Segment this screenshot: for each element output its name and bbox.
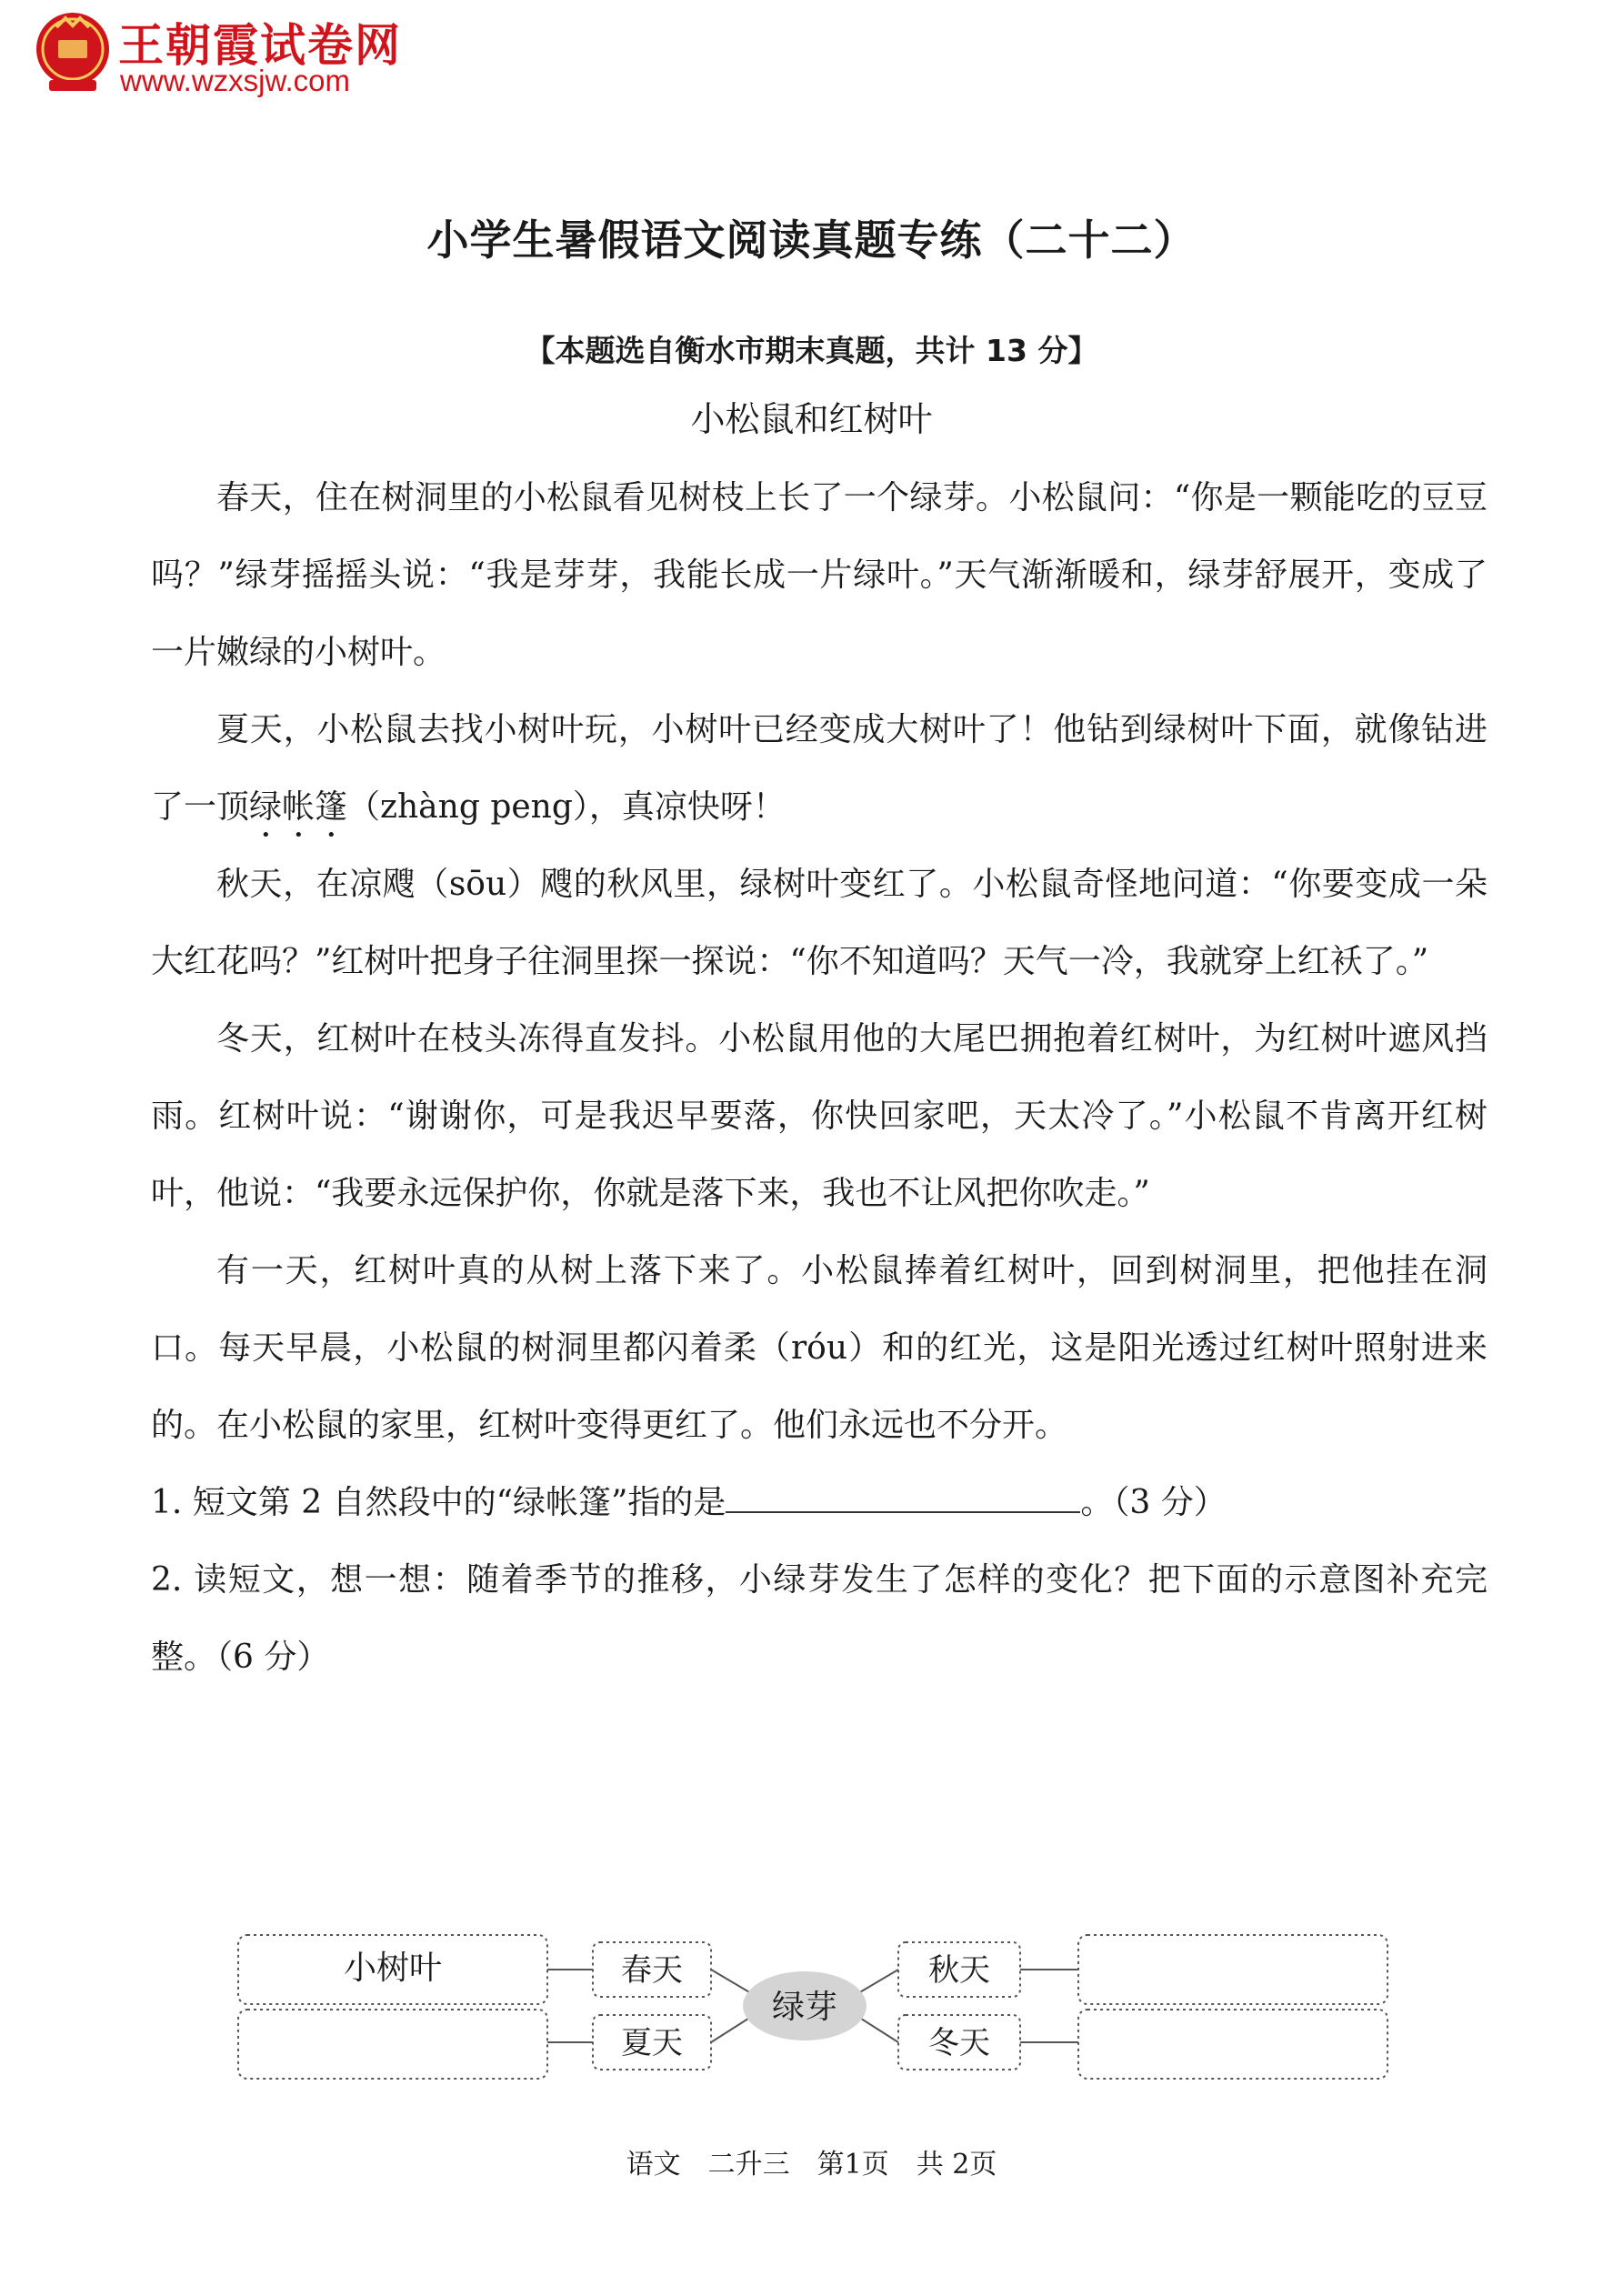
season-diagram [235,1926,1398,2090]
spring-label: 春天 [621,1952,683,1989]
answer-box-autumn[interactable] [1078,1935,1388,2004]
answer-box-summer[interactable] [238,2010,547,2079]
source-note: 【本题选自衡水市期末真题，共计 13 分】 [525,333,1098,368]
question-1-score: 。（3 分） [1080,1484,1227,1521]
reading-passage [151,459,1488,1696]
autumn-label: 秋天 [928,1952,990,1989]
story-title: 小松鼠和红树叶 [690,399,933,439]
brand-logo-icon [27,7,118,98]
question-1 [151,1464,1488,1541]
spring-answer: 小树叶 [343,1950,443,1987]
brand-name: 王朝霞试卷网 [118,19,402,72]
summer-label: 夏天 [621,2025,683,2061]
center-label: 绿芽 [771,1989,838,2026]
answer-box-winter[interactable] [1078,2010,1388,2079]
question-2: 2. 读短文，想一想：随着季节的推移，小绿芽发生了怎样的变化？把下面的示意图补充完整。（6 分） [151,1561,1488,1676]
page-title: 小学生暑假语文阅读真题专练（二十二） [426,216,1197,265]
paragraph-3: 秋天，在凉飕（sōu）飕的秋风里，绿树叶变红了。小松鼠奇怪地问道：“你要变成一朵大红花吗？”红树叶把身子往洞里探一探说：“你不知道吗？天气一冷，我就穿上红袄了。” [151,866,1488,980]
paragraph-5: 有一天，红树叶真的从树上落下来了。小松鼠捧着红树叶，回到树洞里，把他挂在洞口。每天早晨，小松鼠的树洞里都闪着柔（róu）和的红光，这是阳光透过红树叶照射进来的。在小松鼠的家里，红树叶变得更红了。他们永远也不分开。 [151,1252,1488,1444]
page-footer: 语文 二升三 第1页 共 2页 [626,2149,997,2181]
question-1-text: 1. 短文第 2 自然段中的“绿帐篷”指的是 [151,1484,726,1521]
winter-label: 冬天 [928,2025,990,2061]
emphasized-term: 绿帐篷 [249,788,348,826]
answer-blank[interactable] [726,1484,1080,1513]
brand-url[interactable]: www.wzxsjw.com [120,64,351,97]
paragraph-4: 冬天，红树叶在枝头冻得直发抖。小松鼠用他的大尾巴拥抱着红树叶，为红树叶遮风挡雨。红树叶说：“谢谢你，可是我迟早要落，你快回家吧，天太冷了。”小松鼠不肯离开红树叶，他说：“我要永远保护你，你就是落下来，我也不让风把你吹走。” [151,1020,1488,1212]
paragraph-2-text-a: 夏天，小松鼠去找小树叶玩，小树叶已经变成大树叶了！他钻到绿树叶下面，就像钻进了一顶 [151,711,1488,826]
paragraph-2-text-b: （zhàng peng），真凉快呀！ [347,788,786,826]
paragraph-1: 春天，住在树洞里的小松鼠看见树枝上长了一个绿芽。小松鼠问：“你是一颗能吃的豆豆吗？”绿芽摇摇头说：“我是芽芽，我能长成一片绿叶。”天气渐渐暖和，绿芽舒展开，变成了一片嫩绿的小树叶。 [151,479,1488,671]
paragraph-2 [151,691,1488,846]
